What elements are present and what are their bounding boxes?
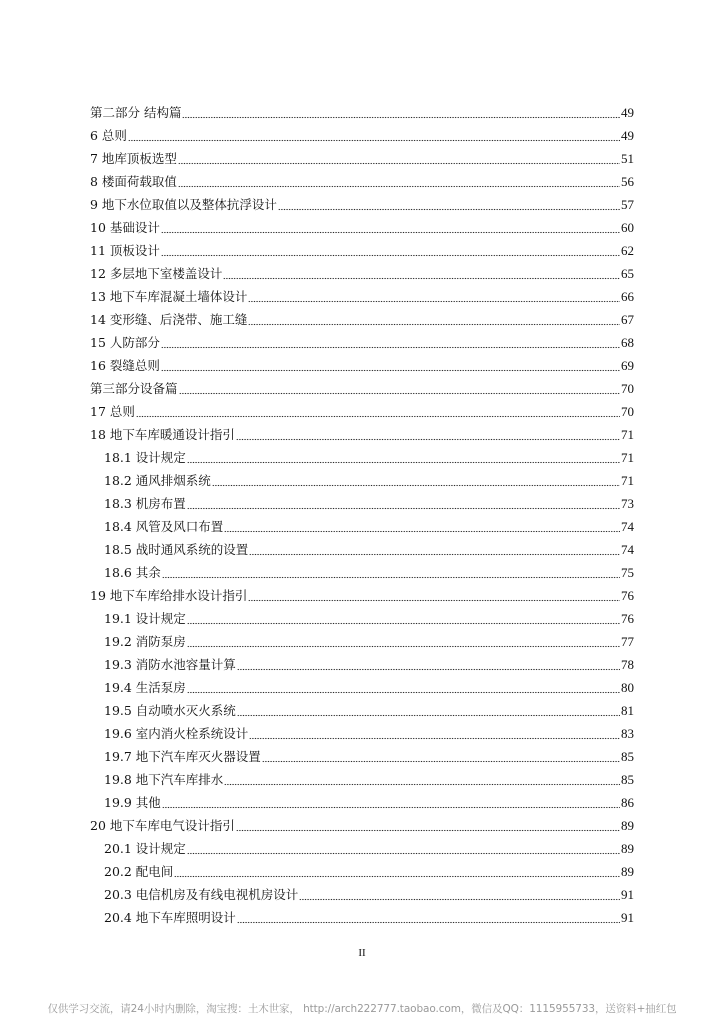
toc-dot-leader (187, 841, 620, 855)
toc-entry-title: 19.5 自动喷水灭火系统 (104, 703, 236, 718)
toc-entry[interactable] (90, 814, 634, 837)
toc-dot-leader (178, 174, 620, 188)
toc-entry-page-number: 85 (621, 772, 634, 787)
toc-entry-title: 19 地下车库给排水设计指引 (90, 588, 248, 603)
toc-dot-leader (182, 105, 620, 119)
toc-entry-page-number: 85 (621, 749, 634, 764)
toc-dot-leader (248, 312, 620, 326)
toc-dot-leader (299, 887, 620, 901)
toc-entry-page-number: 49 (621, 105, 634, 120)
toc-entry[interactable] (90, 906, 634, 929)
toc-dot-leader (179, 381, 620, 395)
toc-entry-title: 20.4 地下车库照明设计 (104, 910, 236, 925)
toc-dot-leader (249, 726, 620, 740)
toc-dot-leader (223, 266, 620, 280)
toc-entry-page-number: 66 (621, 289, 634, 304)
toc-dot-leader (248, 588, 620, 602)
toc-entry-page-number: 89 (621, 841, 634, 856)
toc-entry-title: 13 地下车库混凝土墙体设计 (90, 289, 248, 304)
toc-dot-leader (161, 220, 620, 234)
toc-entry-title: 19.7 地下汽车库灭火器设置 (104, 749, 261, 764)
toc-entry-page-number: 70 (621, 404, 634, 419)
toc-dot-leader (162, 795, 620, 809)
toc-entry[interactable] (90, 630, 634, 653)
toc-entry-page-number: 77 (621, 634, 634, 649)
toc-entry[interactable] (90, 446, 634, 469)
toc-entry-page-number: 74 (621, 542, 634, 557)
toc-entry[interactable] (90, 538, 634, 561)
toc-entry-page-number: 67 (621, 312, 634, 327)
toc-entry[interactable] (90, 699, 634, 722)
toc-entry-page-number: 89 (621, 818, 634, 833)
toc-dot-leader (278, 197, 620, 211)
toc-entry[interactable] (90, 768, 634, 791)
toc-entry-title: 18.5 战时通风系统的设置 (104, 542, 249, 557)
toc-dot-leader (236, 818, 620, 832)
toc-entry-page-number: 51 (621, 151, 634, 166)
toc-entry[interactable] (90, 216, 634, 239)
toc-entry-title: 15 人防部分 (90, 335, 160, 350)
toc-entry-title: 19.9 其他 (104, 795, 161, 810)
toc-dot-leader (187, 450, 620, 464)
toc-entry-title: 19.1 设计规定 (104, 611, 186, 626)
toc-entry-page-number: 71 (621, 473, 634, 488)
watermark-text: 仅供学习交流，请24小时内删除，淘宝搜：土木世家， http://arch222777.taobao.com，微信及QQ：1115955733，送资料+抽红包 (47, 1003, 677, 1015)
toc-entry[interactable] (90, 308, 634, 331)
toc-entry[interactable] (90, 883, 634, 906)
toc-entry-page-number: 73 (621, 496, 634, 511)
toc-dot-leader (161, 358, 620, 372)
toc-entry-title: 20.2 配电间 (104, 864, 174, 879)
toc-entry-title: 20.1 设计规定 (104, 841, 186, 856)
toc-entry[interactable] (90, 584, 634, 607)
toc-dot-leader (161, 335, 620, 349)
toc-entry[interactable] (90, 515, 634, 538)
toc-entry[interactable] (90, 561, 634, 584)
toc-entry[interactable] (90, 193, 634, 216)
toc-entry[interactable] (90, 492, 634, 515)
toc-dot-leader (136, 404, 620, 418)
toc-dot-leader (187, 496, 620, 510)
toc-entry[interactable] (90, 676, 634, 699)
toc-dot-leader (262, 749, 620, 763)
toc-dot-leader (236, 427, 620, 441)
toc-entry[interactable] (90, 607, 634, 630)
toc-entry-page-number: 71 (621, 427, 634, 442)
toc-entry-page-number: 60 (621, 220, 634, 235)
toc-entry-page-number: 62 (621, 243, 634, 258)
toc-entry-page-number: 86 (621, 795, 634, 810)
toc-entry[interactable] (90, 745, 634, 768)
toc-entry-title: 10 基础设计 (90, 220, 160, 235)
toc-entry-page-number: 68 (621, 335, 634, 350)
toc-entry-page-number: 49 (621, 128, 634, 143)
toc-entry[interactable] (90, 423, 634, 446)
toc-entry-title: 17 总则 (90, 404, 135, 419)
toc-entry[interactable] (90, 837, 634, 860)
toc-entry-page-number: 69 (621, 358, 634, 373)
toc-entry-title: 18 地下车库暖通设计指引 (90, 427, 235, 442)
toc-entry-title: 14 变形缝、后浇带、施工缝 (90, 312, 248, 327)
toc-entry-title: 第三部分设备篇 (90, 381, 178, 396)
toc-entry-page-number: 65 (621, 266, 634, 281)
toc-entry[interactable] (90, 239, 634, 262)
toc-entry-page-number: 81 (621, 703, 634, 718)
toc-entry-page-number: 70 (621, 381, 634, 396)
toc-entry-title: 18.1 设计规定 (104, 450, 186, 465)
toc-entry-title: 18.4 风管及风口布置 (104, 519, 224, 534)
toc-entry[interactable] (90, 354, 634, 377)
toc-entry-page-number: 56 (621, 174, 634, 189)
toc-entry[interactable] (90, 860, 634, 883)
toc-dot-leader (248, 289, 620, 303)
toc-entry-title: 20 地下车库电气设计指引 (90, 818, 235, 833)
toc-entry[interactable] (90, 722, 634, 745)
toc-dot-leader (237, 703, 620, 717)
toc-dot-leader (178, 151, 620, 165)
toc-entry-title: 18.3 机房布置 (104, 496, 186, 511)
toc-dot-leader (128, 128, 620, 142)
toc-entry[interactable] (90, 400, 634, 423)
toc-dot-leader (187, 680, 620, 694)
toc-entry-page-number: 74 (621, 519, 634, 534)
toc-entry-page-number: 76 (621, 588, 634, 603)
page-number: II (358, 947, 366, 959)
toc-entry-title: 11 顶板设计 (90, 243, 160, 258)
toc-entry-title: 18.6 其余 (104, 565, 161, 580)
toc-entry-page-number: 80 (621, 680, 634, 695)
toc-dot-leader (161, 243, 620, 257)
toc-entry-page-number: 75 (621, 565, 634, 580)
toc-entry[interactable] (90, 124, 634, 147)
toc-entry-page-number: 89 (621, 864, 634, 879)
toc-dot-leader (187, 634, 620, 648)
toc-dot-leader (187, 611, 620, 625)
toc-entry-title: 12 多层地下室楼盖设计 (90, 266, 223, 281)
toc-entry-page-number: 91 (621, 910, 634, 925)
toc-entry-title: 18.2 通风排烟系统 (104, 473, 211, 488)
toc-entry[interactable] (90, 331, 634, 354)
toc-dot-leader (224, 772, 620, 786)
toc-entry-page-number: 83 (621, 726, 634, 741)
toc-entry-page-number: 71 (621, 450, 634, 465)
toc-dot-leader (237, 910, 620, 924)
toc-entry-title: 19.6 室内消火栓系统设计 (104, 726, 249, 741)
toc-entry-title: 16 裂缝总则 (90, 358, 160, 373)
toc-entry[interactable] (90, 791, 634, 814)
toc-entry[interactable] (90, 262, 634, 285)
toc-entry[interactable] (90, 101, 634, 124)
toc-entry-page-number: 57 (621, 197, 634, 212)
toc-entry-title: 6 总则 (90, 128, 127, 143)
table-of-contents (90, 101, 634, 929)
toc-entry-title: 19.4 生活泵房 (104, 680, 186, 695)
toc-entry-title: 第二部分 结构篇 (90, 105, 182, 120)
toc-entry-title: 19.2 消防泵房 (104, 634, 186, 649)
toc-entry-title: 8 楼面荷载取值 (90, 174, 177, 189)
toc-entry[interactable] (90, 285, 634, 308)
toc-entry[interactable] (90, 469, 634, 492)
toc-entry-title: 19.3 消防水池容量计算 (104, 657, 236, 672)
toc-dot-leader (249, 542, 620, 556)
toc-entry[interactable] (90, 147, 634, 170)
toc-entry[interactable] (90, 653, 634, 676)
toc-entry-page-number: 78 (621, 657, 634, 672)
toc-dot-leader (174, 864, 620, 878)
toc-dot-leader (237, 657, 620, 671)
toc-entry[interactable] (90, 170, 634, 193)
toc-entry-title: 19.8 地下汽车库排水 (104, 772, 224, 787)
toc-entry[interactable] (90, 377, 634, 400)
toc-entry-title: 9 地下水位取值以及整体抗浮设计 (90, 197, 277, 212)
toc-entry-page-number: 76 (621, 611, 634, 626)
toc-entry-title: 7 地库顶板选型 (90, 151, 177, 166)
toc-dot-leader (224, 519, 620, 533)
toc-dot-leader (162, 565, 620, 579)
toc-entry-page-number: 91 (621, 887, 634, 902)
toc-dot-leader (212, 473, 620, 487)
toc-entry-title: 20.3 电信机房及有线电视机房设计 (104, 887, 299, 902)
